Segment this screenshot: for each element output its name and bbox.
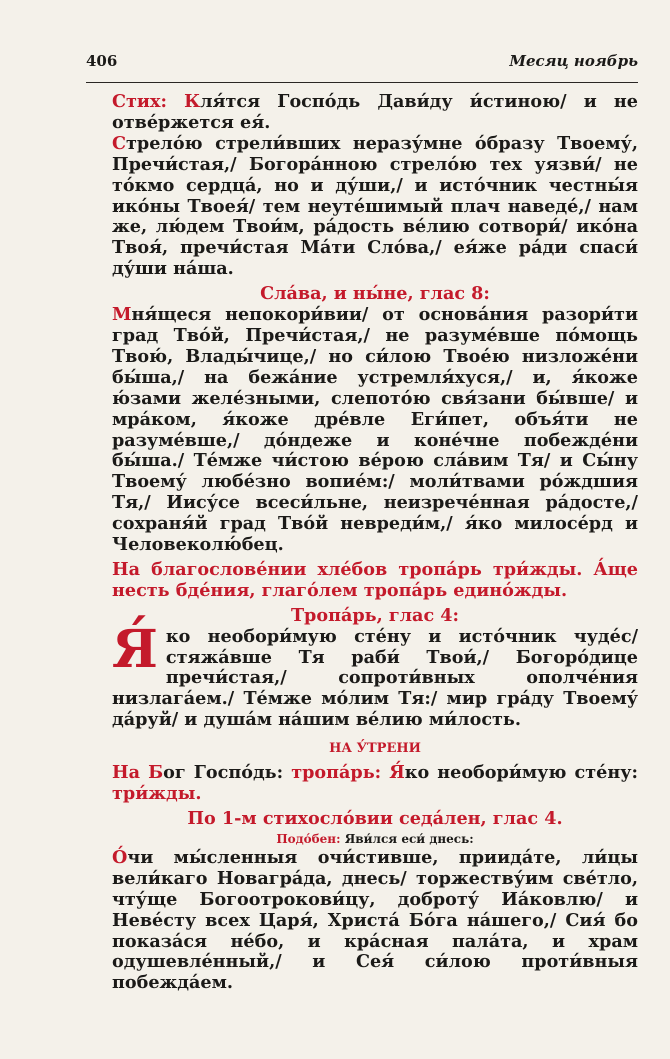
blagoslovenie-rubric: На благослове́нии хле́бов тропа́рь три́жды. А́ще несть бде́ния, глаго́лем тропа́рь едино́жды. [112,558,638,601]
tropar-body: ко необори́мую сте́ну и исто́чник чуде́с/ стяжа́вше Тя раби́ Твои́,/ Богоро́дице пречи́стая,/ сопроти́вных ополче́ния низлага́ем./ Те́мже мо́лим Тя:/ мир гра́ду Твоему́ да́руй/ и душа́м на́шим ве́лию ми́лость. [112,625,638,731]
utrenya-heading: НА У́ТРЕНИ [329,741,421,757]
podoben-text: Яви́лся еси́ днесь: [344,831,474,846]
na-bog-red-2: тропа́рь: Я́ [291,762,405,784]
stikh-label: Стих: [112,91,167,112]
stichera-1-initial: С [112,132,127,154]
stichera-2 [112,305,638,556]
tropar-heading: Тропа́рь, глас 4: [290,604,460,626]
sedalen-text [112,848,638,994]
stikh-initial: К [184,91,201,112]
na-bog-rubric [112,763,638,805]
page-header [86,52,638,76]
sedalen-initial: О́ [112,846,128,868]
page-body [112,92,638,994]
podoben-line [112,830,638,848]
running-title: Месяц ноябрь [509,52,638,70]
stikh-text: ля́тся Госпо́дь Дави́ду и́стиною/ и не отве́ржется ея́. [112,91,638,133]
na-bog-trizhdy: три́жды. [112,783,202,805]
na-bog-text: ко необори́мую сте́ну: [404,762,638,784]
tropar-text [112,618,638,732]
sedalen-heading: По 1-м стихосло́вии седа́лен, глас 4. [187,808,563,829]
podoben-label: Подо́бен: [276,831,341,846]
tropar-dropcap: Я́ [112,618,158,680]
stichera-2-text: ня́щеся непокори́вии/ от основа́ния разори́ти град Тво́й, Пречи́стая,/ не разуме́вше по́мощь Твою́, Влады́чице,/ но си́лою Твое́ю низложе́ни бы́ша,/ на бежа́ние устремля́хуся,/ и, я́коже ю́зами желе́зными, слепото́ю свя́зани бы́вше/ и мра́ком, я́коже дре́вле Еги́пет, объя́ти не разуме́вше,/ до́ндеже и коне́чне побежде́ни бы́ша./ Те́мже чи́стою ве́рою сла́вим Тя/ и Сы́ну Твоему́ любе́зно вопие́м:/ моли́твами ро́ждшия Тя,/ Иису́се всеси́льне, неизрече́нная ра́досте,/ сохраня́й град Тво́й невреди́м,/ я́ко милосе́рд и Человеколю́бец. [112,304,638,556]
stikh-verse [112,92,638,134]
header-rule [86,82,638,83]
slava-heading: Сла́ва, и ны́не, глас 8: [260,283,490,305]
page-number: 406 [86,52,118,70]
sedalen-body: чи мы́сленныя очи́стивше, приида́те, ли́цы вели́каго Новагра́да, днесь/ торжеству́им све́тло, чту́ще Богоотрокови́цу, доброту́ Иа́ковлю/ и Неве́сту всех Царя́, Христа́ Бо́га на́шего,/ Сия́ бо показа́ся не́бо, и кра́сная пала́та, и храм одушевле́нный,/ и Сея́ си́лою проти́вныя побежда́ем. [112,846,638,994]
na-bog-black-1: ог Госпо́дь: [163,762,292,784]
stichera-2-initial: М [112,304,132,326]
stichera-1 [112,134,638,280]
na-bog-red-1: На Б [112,762,164,784]
stichera-1-text: трело́ю стрели́вших неразу́мне о́бразу Твоему́, Пречи́стая,/ Богора́нною стрело́ю тех уязви́/ не то́кмо сердца́, но и ду́ши,/ и исто́чник честны́я ико́ны Твоея́/ тем неуте́шимый плач наведе́,/ нам же, лю́дем Твои́м, ра́дость ве́лию сотвори́/ ико́на Твоя́, пречи́стая Ма́ти Сло́ва,/ ея́же ра́ди спаси́ ду́ши на́ша. [112,132,638,280]
